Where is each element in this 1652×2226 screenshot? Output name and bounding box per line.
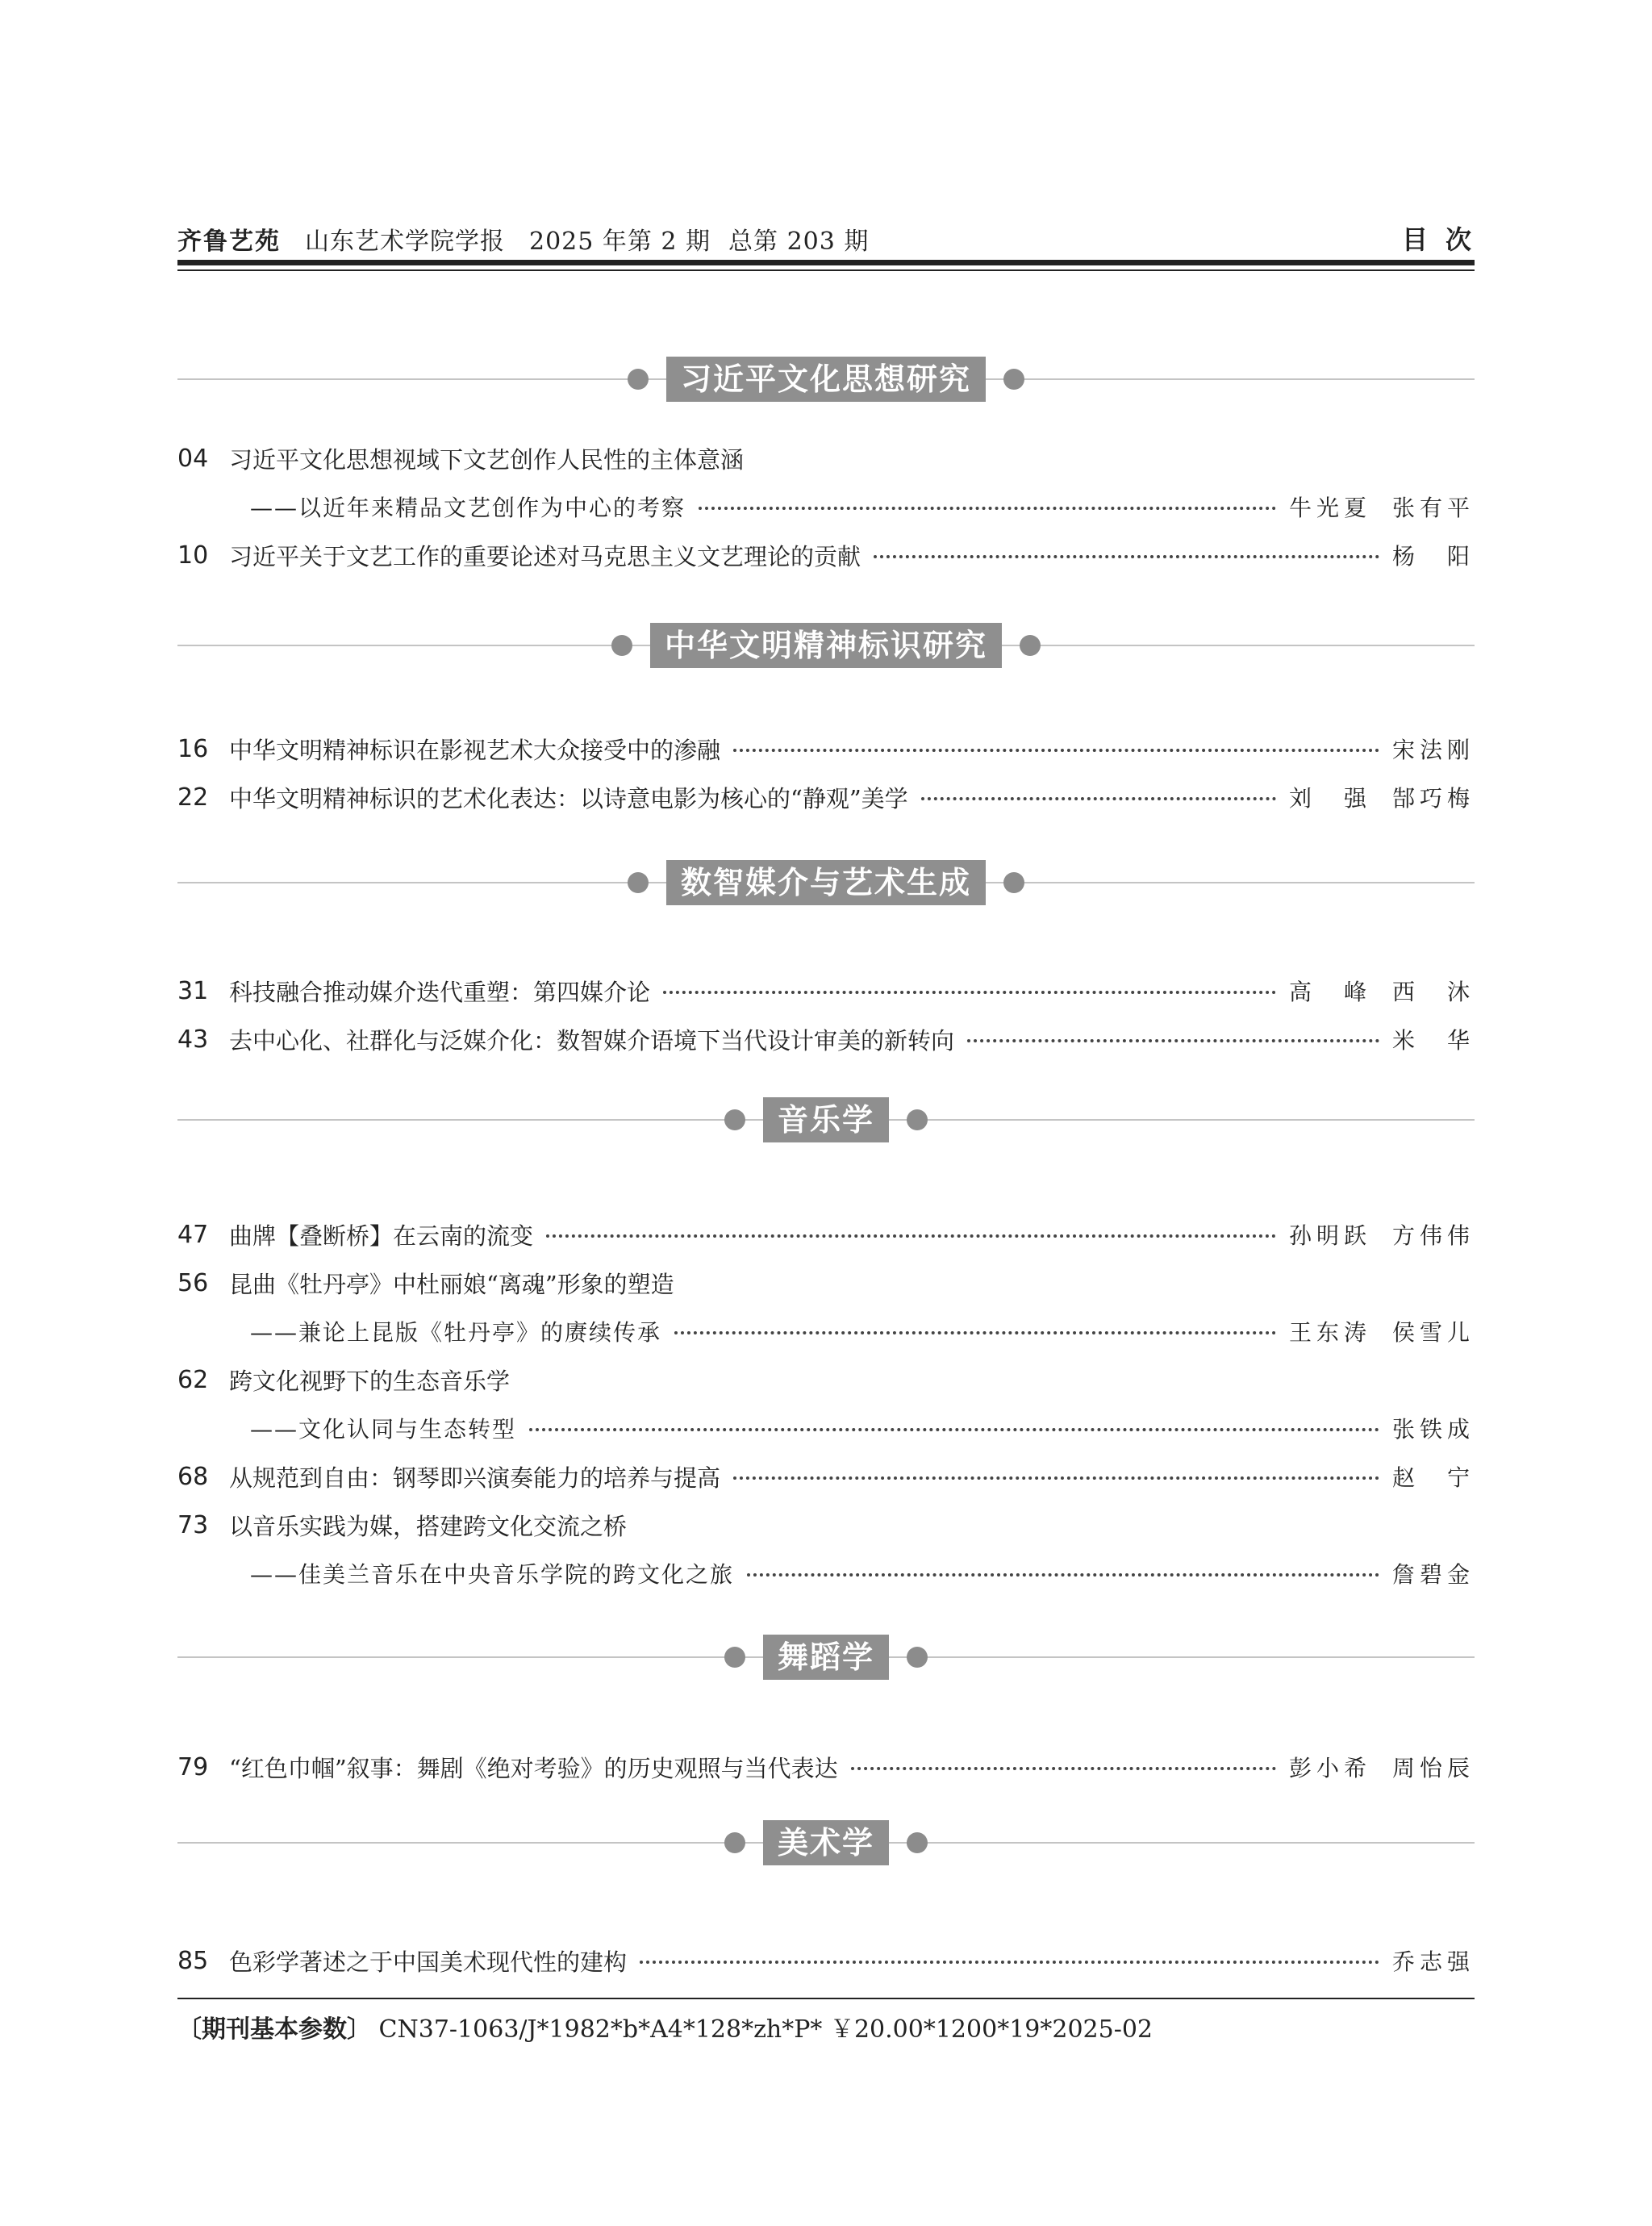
author-name: 彭小希 (1288, 1755, 1371, 1781)
dot-leader (921, 797, 1276, 800)
dot-leader (874, 555, 1379, 558)
authors (1392, 1460, 1475, 1493)
article-title: 曲牌【叠断桥】在云南的流变 (229, 1222, 534, 1250)
author-name: 西 沐 (1391, 979, 1475, 1005)
bullet-dot-icon (724, 1647, 745, 1668)
journal-name: 齐鲁艺苑 (177, 228, 281, 256)
author-name: 刘 强 (1288, 785, 1371, 812)
page-number: 56 (177, 1268, 209, 1297)
dot-leader (967, 1039, 1379, 1042)
article-title: 科技融合推动媒介迭代重塑：第四媒介论 (229, 978, 651, 1006)
journal-parameters-value: CN37-1063/J*1982*b*A4*128*zh*P* ￥20.00*1200*19*2025-02 (378, 2015, 1153, 2044)
article-title: 中华文明精神标识的艺术化表达：以诗意电影为核心的“静观”美学 (229, 784, 908, 812)
page-number: 73 (177, 1510, 209, 1539)
page-number: 47 (177, 1220, 209, 1249)
running-header (177, 219, 1489, 257)
author-name: 周怡辰 (1391, 1755, 1475, 1781)
header-rule-thick (177, 260, 1475, 265)
author-name: 詹碧金 (1391, 1561, 1475, 1588)
section-header (177, 1635, 1475, 1680)
article-subtitle: ——佳美兰音乐在中央音乐学院的跨文化之旅 (250, 1561, 735, 1588)
dot-leader (674, 1331, 1276, 1334)
section-title: 美术学 (763, 1820, 889, 1865)
bullet-dot-icon (611, 635, 632, 656)
bullet-dot-icon (724, 1109, 745, 1130)
bullet-dot-icon (1020, 635, 1041, 656)
section-title: 舞蹈学 (763, 1635, 889, 1680)
authors (1392, 1944, 1475, 1977)
toc-entry-subtitle-line[interactable] (177, 491, 1475, 523)
section-heading (611, 623, 1041, 668)
authors (1392, 539, 1475, 571)
author-name: 孙明跃 (1288, 1222, 1371, 1249)
bullet-dot-icon (907, 1832, 928, 1853)
authors (1289, 1315, 1475, 1347)
page-number: 79 (177, 1752, 209, 1781)
article-subtitle: ——以近年来精品文艺创作为中心的考察 (250, 495, 686, 521)
section-heading (724, 1635, 928, 1680)
page-number: 04 (177, 444, 209, 473)
author-name: 宋法刚 (1391, 737, 1475, 763)
author-name: 牛光夏 (1288, 495, 1371, 521)
toc-entry[interactable] (177, 733, 1475, 765)
toc-entry[interactable] (177, 442, 1475, 474)
bullet-dot-icon (907, 1109, 928, 1130)
author-name: 郜巧梅 (1391, 785, 1475, 812)
section-title: 中华文明精神标识研究 (650, 623, 1002, 668)
section-heading (724, 1820, 928, 1865)
bullet-dot-icon (724, 1832, 745, 1853)
author-name: 米 华 (1391, 1027, 1475, 1054)
dot-leader (747, 1573, 1379, 1577)
issue-number: 2025 年第 2 期 (529, 228, 711, 256)
footer-rule (177, 1998, 1475, 1999)
header-rule-thin (177, 269, 1475, 271)
journal-parameters (177, 2009, 1153, 2044)
toc-entry[interactable] (177, 1218, 1475, 1251)
author-name: 侯雪儿 (1391, 1319, 1475, 1346)
section-heading (628, 860, 1024, 905)
author-name: 高 峰 (1288, 979, 1371, 1005)
authors (1289, 1751, 1475, 1783)
page-number: 68 (177, 1462, 209, 1491)
bullet-dot-icon (1003, 872, 1024, 893)
section-header (177, 1820, 1475, 1865)
page-number: 16 (177, 734, 209, 763)
toc-entry[interactable] (177, 1364, 1475, 1396)
author-name: 乔志强 (1391, 1948, 1475, 1975)
section-header (177, 860, 1475, 905)
author-name: 杨 阳 (1391, 543, 1475, 570)
article-title: “红色巾帼”叙事：舞剧《绝对考验》的历史观照与当代表达 (229, 1754, 838, 1782)
authors (1392, 733, 1475, 765)
bullet-dot-icon (628, 872, 649, 893)
toc-entry-subtitle-line[interactable] (177, 1315, 1475, 1347)
section-title: 数智媒介与艺术生成 (666, 860, 986, 905)
authors (1289, 1218, 1475, 1251)
section-heading (628, 357, 1024, 402)
article-title: 习近平文化思想视域下文艺创作人民性的主体意涵 (229, 445, 745, 474)
toc-entry[interactable] (177, 975, 1475, 1007)
article-title: 昆曲《牡丹亭》中杜丽娘“离魂”形象的塑造 (229, 1270, 674, 1298)
section-header (177, 1097, 1475, 1142)
toc-title: 目次 (1401, 224, 1489, 255)
total-issue-number: 总第 203 期 (728, 228, 870, 256)
toc-entry-subtitle-line[interactable] (177, 1557, 1475, 1589)
toc-entry[interactable] (177, 1460, 1475, 1493)
page-number: 31 (177, 976, 209, 1005)
authors (1289, 781, 1475, 813)
toc-entry[interactable] (177, 1751, 1475, 1783)
authors (1392, 1023, 1475, 1055)
section-header (177, 623, 1475, 668)
journal-parameters-label: 〔期刊基本参数〕 (177, 2015, 371, 2044)
section-title: 音乐学 (763, 1097, 889, 1142)
author-name: 赵 宁 (1391, 1464, 1475, 1491)
article-title: 从规范到自由：钢琴即兴演奏能力的培养与提高 (229, 1464, 721, 1492)
dot-leader (529, 1428, 1379, 1431)
article-title: 中华文明精神标识在影视艺术大众接受中的渗融 (229, 736, 721, 764)
dot-leader (851, 1767, 1276, 1770)
author-name: 张铁成 (1391, 1416, 1475, 1443)
article-subtitle: ——兼论上昆版《牡丹亭》的赓续传承 (250, 1319, 662, 1346)
toc-entry-subtitle-line[interactable] (177, 1412, 1475, 1444)
toc-entry[interactable] (177, 1023, 1475, 1055)
bullet-dot-icon (628, 369, 649, 390)
dot-leader (640, 1961, 1379, 1964)
page-number: 62 (177, 1365, 209, 1394)
toc-entry[interactable] (177, 1509, 1475, 1541)
page-number: 22 (177, 783, 209, 812)
dot-leader (699, 507, 1276, 510)
article-title: 以音乐实践为媒，搭建跨文化交流之桥 (229, 1512, 628, 1540)
section-title: 习近平文化思想研究 (666, 357, 986, 402)
dot-leader (546, 1234, 1276, 1238)
author-name: 张有平 (1391, 495, 1475, 521)
page-number: 43 (177, 1025, 209, 1054)
dot-leader (663, 991, 1276, 994)
bullet-dot-icon (1003, 369, 1024, 390)
toc-entry[interactable] (177, 1267, 1475, 1299)
section-header (177, 357, 1475, 402)
article-title: 色彩学著述之于中国美术现代性的建构 (229, 1948, 628, 1976)
dot-leader (733, 1476, 1379, 1480)
authors (1392, 1412, 1475, 1444)
school-name: 山东艺术学院学报 (305, 228, 505, 256)
header-left (177, 221, 869, 257)
article-subtitle: ——文化认同与生态转型 (250, 1416, 517, 1443)
article-title: 习近平关于文艺工作的重要论述对马克思主义文艺理论的贡献 (229, 542, 861, 570)
authors (1289, 491, 1475, 523)
bullet-dot-icon (907, 1647, 928, 1668)
authors (1392, 1557, 1475, 1589)
dot-leader (733, 749, 1379, 752)
author-name: 方伟伟 (1391, 1222, 1475, 1249)
article-title: 去中心化、社群化与泛媒介化：数智媒介语境下当代设计审美的新转向 (229, 1026, 955, 1055)
author-name: 王东涛 (1288, 1319, 1371, 1346)
article-title: 跨文化视野下的生态音乐学 (229, 1367, 511, 1395)
toc-entry[interactable] (177, 781, 1475, 813)
toc-entry[interactable] (177, 1944, 1475, 1977)
page-number: 10 (177, 541, 209, 570)
authors (1289, 975, 1475, 1007)
toc-entry[interactable] (177, 539, 1475, 571)
page-number: 85 (177, 1946, 209, 1975)
section-heading (724, 1097, 928, 1142)
